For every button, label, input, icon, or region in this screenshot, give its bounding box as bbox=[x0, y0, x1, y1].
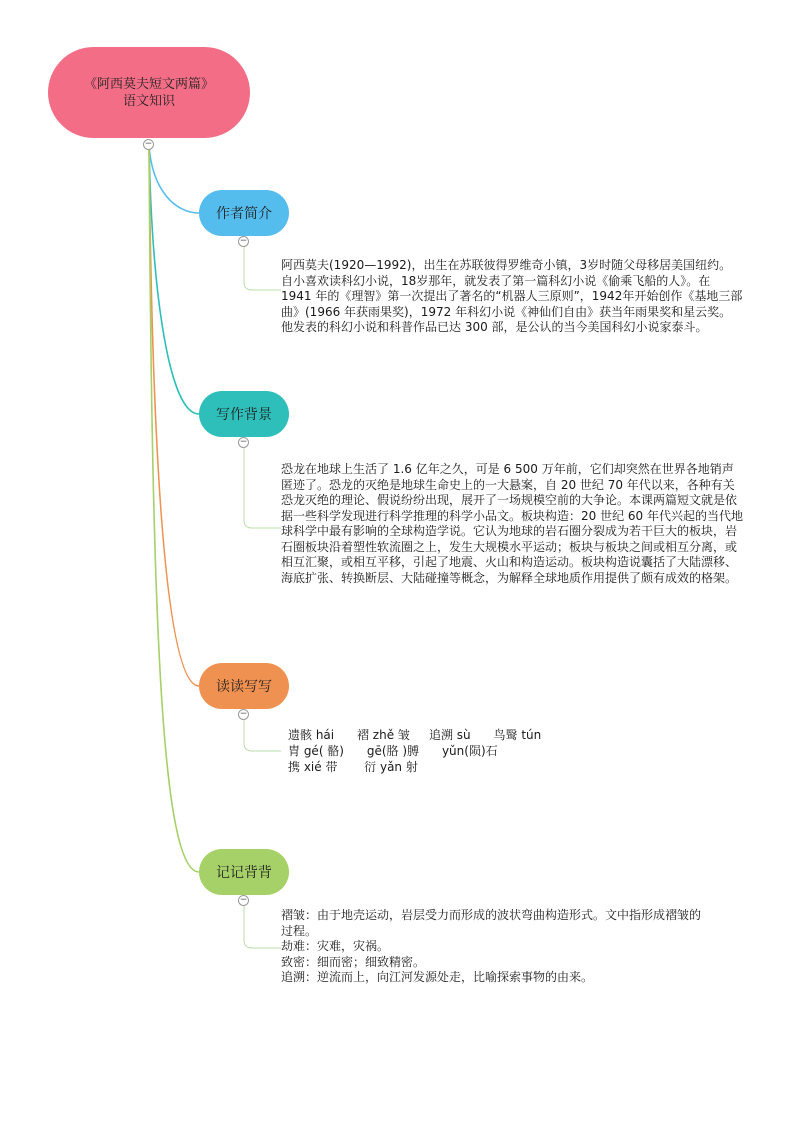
connector-vocab-note bbox=[244, 715, 281, 751]
vocab-row: 胄 gé( 骼) gē(胳 )膊 yǔn(陨)石 bbox=[288, 744, 498, 758]
author-intro-collapse-toggle[interactable]: − bbox=[239, 236, 248, 246]
memorize-line: 追溯：逆流而上，向江河发源处走，比喻探索事物的由来。 bbox=[281, 970, 594, 984]
memorize-collapse-toggle[interactable]: − bbox=[239, 895, 248, 905]
branch-memorize-label: 记记背背 bbox=[216, 865, 272, 881]
writing-background-collapse-toggle[interactable]: − bbox=[239, 437, 248, 447]
branch-read-write[interactable] bbox=[199, 663, 289, 709]
root-topic[interactable] bbox=[48, 47, 250, 138]
memorize-line: 褶皱：由于地壳运动，岩层受力而形成的波状弯曲构造形式。文中指形成褶皱的过程。 bbox=[281, 908, 702, 938]
connector-memory-note bbox=[244, 901, 281, 948]
connector-root-memory bbox=[149, 145, 199, 872]
connector-root-author bbox=[149, 145, 199, 213]
writing-background-note: 恐龙在地球上生活了 1.6 亿年之久，可是 6 500 万年前，它们却突然在世界各地销声匿迹了。恐龙的灭绝是地球生命史上的一大悬案，自 20 世纪 70 年代以来，各种有关恐龙灭绝的理论、假说纷纷出现，展开了一场规模空前的大争论。本课两篇短文就是依据一些科学发现进行科学推理的科学小品文。板块构造：20 世纪 60 年代兴起的当代地球科学中最有影响的全球构造学说。它认为地球的岩石圈分裂成为若干巨大的板块，岩石圈板块沿着塑性软流圈之上，发生大规模水平运动；板块与板块之间或相互分离，或相互汇聚，或相互平移，引起了地震、火山和构造运动。板块构造说囊括了大陆漂移、海底扩张、转换断层、大陆碰撞等概念，为解释全球地质作用提供了颇有成效的格架。 bbox=[281, 462, 743, 585]
vocab-row: 携 xié 带 衍 yǎn 射 bbox=[288, 760, 418, 774]
read-write-collapse-toggle[interactable]: − bbox=[239, 709, 248, 719]
root-subtitle: 语文知识 bbox=[122, 93, 175, 109]
connector-root-background bbox=[149, 145, 199, 414]
root-collapse-toggle[interactable]: − bbox=[144, 139, 153, 149]
memorize-line: 致密：细而密；细致精密。 bbox=[281, 954, 426, 969]
connector-background-note bbox=[244, 443, 281, 528]
connector-author-note bbox=[244, 242, 281, 290]
branch-author-intro[interactable] bbox=[199, 190, 289, 236]
memorize-note bbox=[281, 908, 701, 986]
branch-writing-background[interactable] bbox=[199, 391, 289, 437]
branch-writing-background-label: 写作背景 bbox=[216, 407, 272, 423]
vocab-row: 遗骸 hái 褶 zhě 皱 追溯 sù 鸟鹥 tún bbox=[288, 728, 542, 742]
memorize-line: 劫难：灾难，灾祸。 bbox=[281, 939, 390, 953]
vocab-note bbox=[288, 727, 648, 775]
root-title: 《阿西莫夫短文两篇》 bbox=[83, 76, 214, 92]
branch-memorize[interactable] bbox=[199, 849, 289, 895]
branch-author-intro-label: 作者简介 bbox=[216, 206, 272, 222]
author-intro-note: 阿西莫夫(1920—1992)，出生在苏联彼得罗维奇小镇，3岁时随父母移居美国纽约。自小喜欢读科幻小说，18岁那年，就发表了第一篇科幻小说《偷乘飞船的人》。在 1941 年的《理智》第一次提出了著名的“机器人三原则”，1942年开始创作《基地三部曲》(1966 年获雨果奖)，1972 年科幻小说《神仙们自由》获当年雨果奖和星云奖。他发表的科幻小说和科普作品已达 300 部，是公认的当今美国科幻小说家泰斗。 bbox=[281, 258, 743, 334]
branch-read-write-label: 读读写写 bbox=[216, 679, 272, 695]
